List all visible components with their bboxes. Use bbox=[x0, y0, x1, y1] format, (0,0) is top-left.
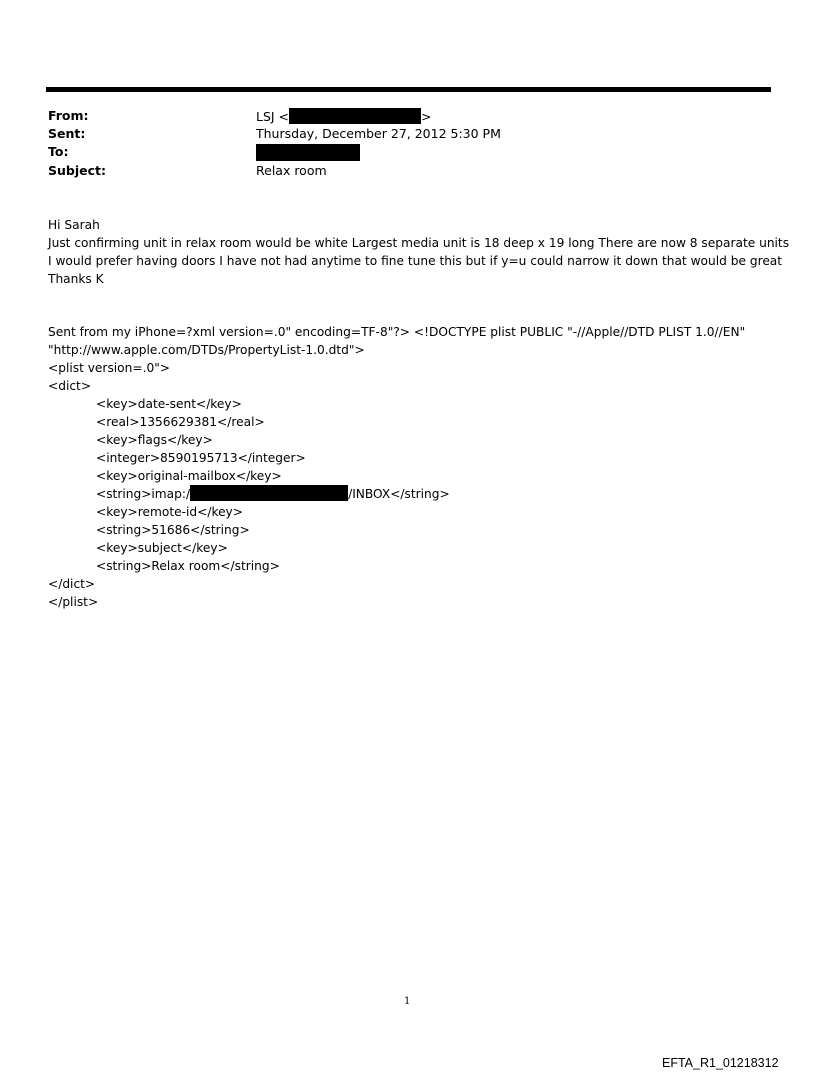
from-suffix: > bbox=[421, 109, 432, 124]
plist-entry: <key>flags</key> bbox=[96, 433, 213, 447]
plist-entry: <key>subject</key> bbox=[96, 541, 228, 555]
to-label: To: bbox=[48, 144, 69, 159]
signature-line-2: "http://www.apple.com/DTDs/PropertyList-1.0.dtd"> bbox=[48, 343, 365, 357]
mailbox-suffix: /INBOX</string> bbox=[348, 487, 450, 501]
subject-value: Relax room bbox=[256, 163, 327, 178]
from-prefix: LSJ < bbox=[256, 109, 290, 124]
body-line-2: I would prefer having doors I have not had anytime to fine tune this but if y=u could narrow it down that would be great bbox=[48, 254, 783, 268]
redaction-box bbox=[190, 485, 348, 501]
mailbox-prefix: <string>imap:/ bbox=[96, 487, 191, 501]
redaction-box bbox=[289, 108, 421, 124]
sent-label: Sent: bbox=[48, 126, 86, 141]
sent-value: Thursday, December 27, 2012 5:30 PM bbox=[256, 126, 501, 141]
dict-close: </dict> bbox=[48, 577, 96, 591]
body-line-1: Just confirming unit in relax room would be white Largest media unit is 18 deep x 19 long There are now 8 separate units bbox=[48, 236, 790, 250]
dict-open: <dict> bbox=[48, 379, 92, 393]
plist-entry: <key>date-sent</key> bbox=[96, 397, 242, 411]
plist-entry: <key>original-mailbox</key> bbox=[96, 469, 282, 483]
body-line-greeting: Hi Sarah bbox=[48, 218, 100, 232]
plist-entry: <key>remote-id</key> bbox=[96, 505, 243, 519]
page-number: 1 bbox=[404, 996, 411, 1007]
header-rule bbox=[46, 87, 771, 92]
plist-entry: <integer>8590195713</integer> bbox=[96, 451, 306, 465]
subject-label: Subject: bbox=[48, 163, 106, 178]
to-value bbox=[256, 144, 360, 162]
plist-close: </plist> bbox=[48, 595, 99, 609]
redaction-box bbox=[256, 144, 360, 161]
plist-open: <plist version=.0"> bbox=[48, 361, 171, 375]
plist-entry: <string>51686</string> bbox=[96, 523, 250, 537]
plist-mailbox-line bbox=[96, 485, 450, 503]
signature-line-1: Sent from my iPhone=?xml version=.0" encoding=TF-8"?> <!DOCTYPE plist PUBLIC "-//Apple//DTD PLIST 1.0//EN" bbox=[48, 325, 746, 339]
from-label: From: bbox=[48, 108, 89, 123]
plist-entry: <string>Relax room</string> bbox=[96, 559, 280, 573]
body-line-signoff: Thanks K bbox=[48, 272, 104, 286]
bates-number: EFTA_R1_01218312 bbox=[662, 1056, 779, 1070]
from-value bbox=[256, 108, 432, 125]
plist-entry: <real>1356629381</real> bbox=[96, 415, 265, 429]
